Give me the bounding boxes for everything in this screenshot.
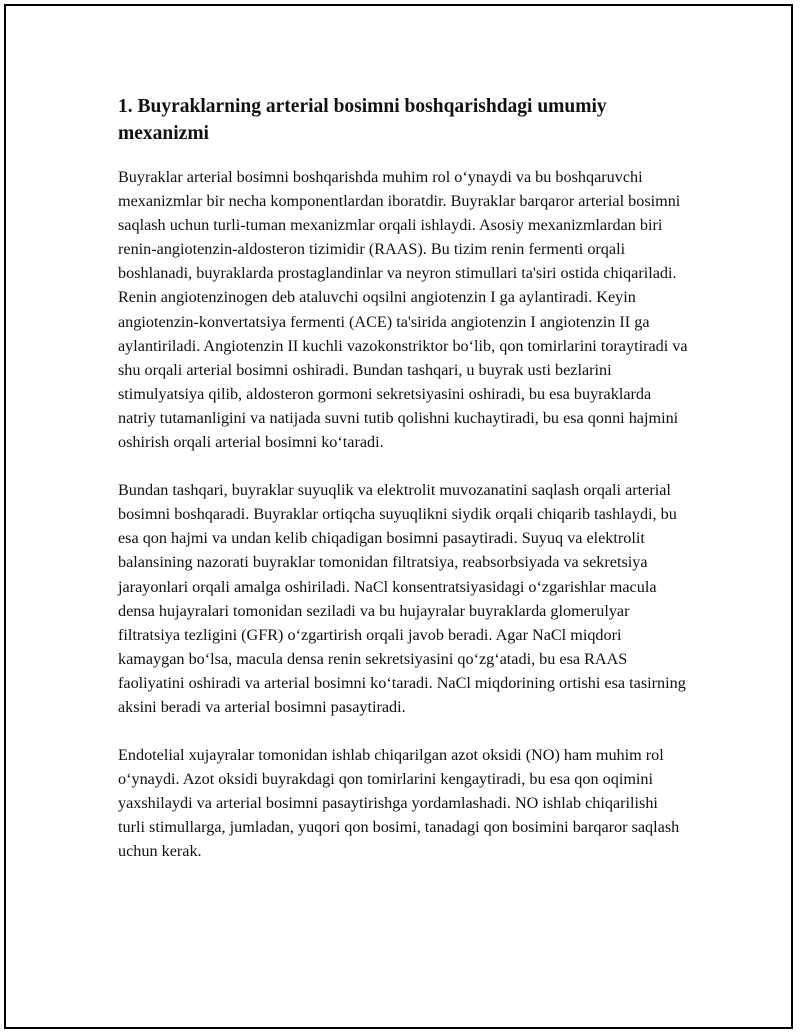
document-body [118, 93, 688, 888]
paragraph-raas: Buyraklar arterial bosimni boshqarishda muhim rol oʻynaydi va bu boshqaruvchi mexanizmlar bir necha komponentlardan iboratdir. Buyraklar barqaror arterial bosimni saqlash uchun turli-tuman mexanizmlar orqali ishlaydi. Asosiy mexanizmlardan biri renin-angiotenzin-aldosteron tizimidir (RAAS). Bu tizim renin fermenti orqali boshlanadi, buyraklarda prostaglandinlar va neyron stimullari ta'siri ostida chiqariladi. Renin angiotenzinogen deb ataluvchi oqsilni angiotenzin I ga aylantiradi. Keyin angiotenzin-konvertatsiya fermenti (ACE) ta'sirida angiotenzin I angiotenzin II ga aylantiriladi. Angiotenzin II kuchli vazokonstriktor boʻlib, qon tomirlarini toraytiradi va shu orqali arterial bosimni oshiradi. Bundan tashqari, u buyrak usti bezlarini stimulyatsiya qilib, aldosteron gormoni sekretsiyasini oshiradi, bu esa buyraklarda natriy tutamanligini va natijada suvni tutib qolishni kuchaytiradi, bu esa qonni hajmini oshirish orqali arterial bosimni koʻtaradi. [118, 168, 688, 452]
paragraph-nitric-oxide: Endotelial xujayralar tomonidan ishlab chiqarilgan azot oksidi (NO) ham muhim rol oʻynaydi. Azot oksidi buyrakdagi qon tomirlarini kengaytiradi, bu esa qon oqimini yaxshilaydi va arterial bosimni pasaytirishga yordamlashadi. NO ishlab chiqarilishi turli stimullarga, jumladan, yuqori qon bosimi, tanadagi qon bosimini barqaror saqlash uchun kerak. [118, 746, 680, 861]
paragraph-fluid-balance: Bundan tashqari, buyraklar suyuqlik va elektrolit muvozanatini saqlash orqali arterial bosimni boshqaradi. Buyraklar ortiqcha suyuqlikni siydik orqali chiqarib tashlaydi, bu esa qon hajmi va undan kelib chiqadigan bosimni pasaytiradi. Suyuq va elektrolit balansining nazorati buyraklar tomonidan filtratsiya, reabsorbsiyada va sekretsiya jarayonlari orqali amalga oshiriladi. NaCl konsentratsiyasidagi oʻzgarishlar macula densa hujayralari tomonidan seziladi va bu hujayralar buyraklarda glomerulyar filtratsiya tezligini (GFR) oʻzgartirish orqali javob beradi. Agar NaCl miqdori kamaygan boʻlsa, macula densa renin sekretsiyasini qoʻzgʻatadi, bu esa RAAS faoliyatini oshiradi va arterial bosimni koʻtaradi. NaCl miqdorining ortishi esa tasirning aksini beradi va arterial bosimni pasaytiradi. [118, 481, 686, 716]
section-heading: 1. Buyraklarning arterial bosimni boshqarishdagi umumiy mexanizmi [118, 96, 607, 144]
